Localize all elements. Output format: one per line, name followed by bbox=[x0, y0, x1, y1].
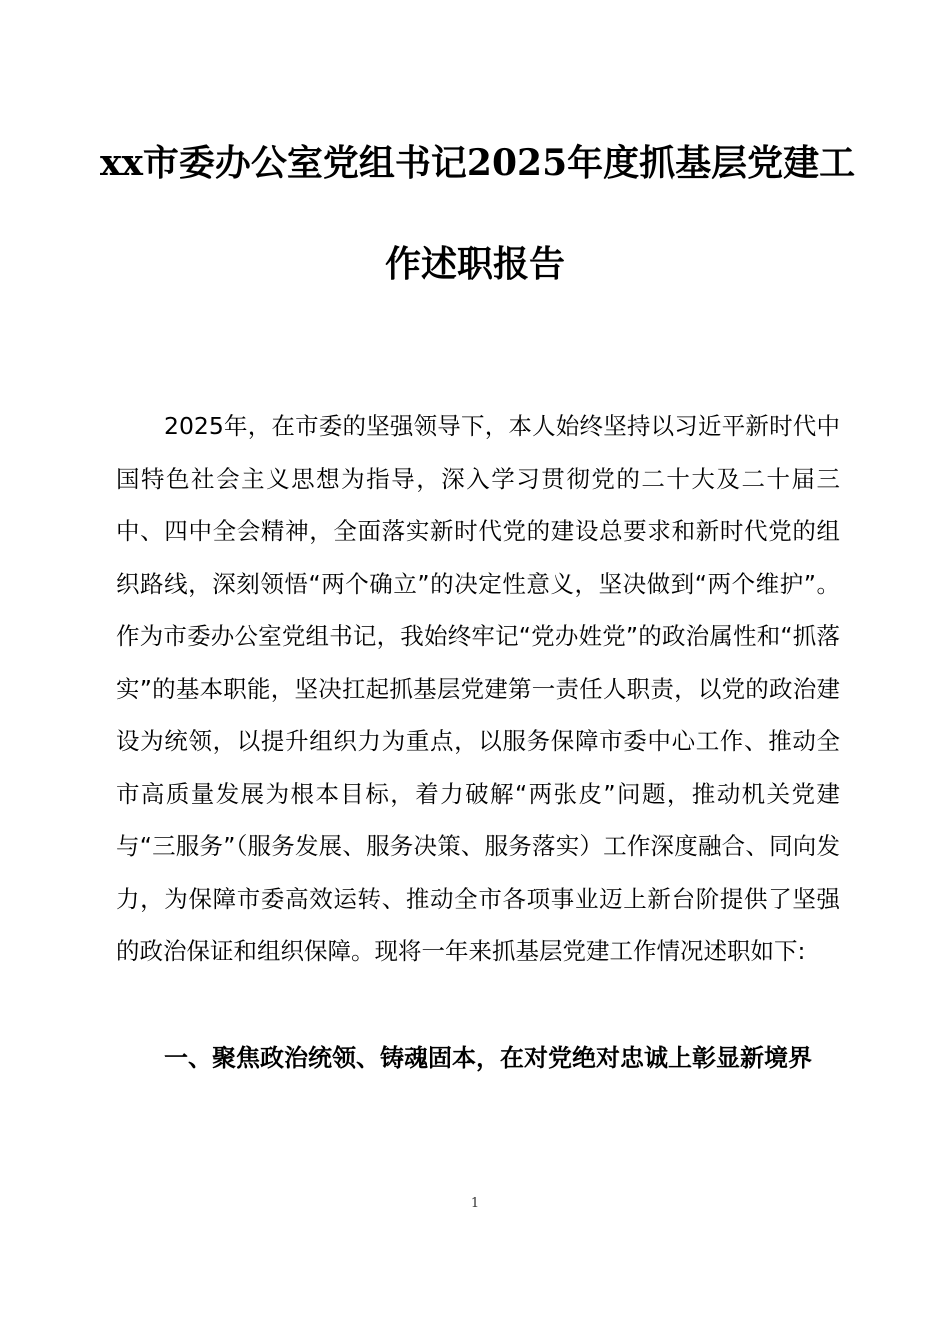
body-paragraph: 2025年，在市委的坚强领导下，本人始终坚持以习近平新时代中国特色社会主义思想为指导，深入学习贯彻党的二十大及二十届三中、四中全会精神，全面落实新时代党的建设总要求和新时代党的组织路线，深刻领悟“两个确立”的决定性意义，坚决做到“两个维护”。作为市委办公室党组书记，我始终牢记“党办姓党”的政治属性和“抓落实”的基本职能，坚决扛起抓基层党建第一责任人职责，以党的政治建设为统领，以提升组织力为重点，以服务保障市委中心工作、推动全市高质量发展为根本目标，着力破解“两张皮”问题，推动机关党建与“三服务”（服务发展、服务决策、服务落实）工作深度融合、同向发力，为保障市委高效运转、推动全市各项事业迈上新台阶提供了坚强的政治保证和组织保障。现将一年来抓基层党建工作情况述职如下: bbox=[116, 412, 840, 965]
document-title-line-2: 作述职报告 bbox=[384, 243, 565, 285]
document-title-line-1: xx市委办公室党组书记2025年度抓基层党建工 bbox=[100, 142, 856, 184]
section-heading: 一、聚焦政治统领、铸魂固本，在对党绝对忠诚上彰显新境界 bbox=[164, 1044, 812, 1072]
page-number: 1 bbox=[470, 1196, 480, 1211]
